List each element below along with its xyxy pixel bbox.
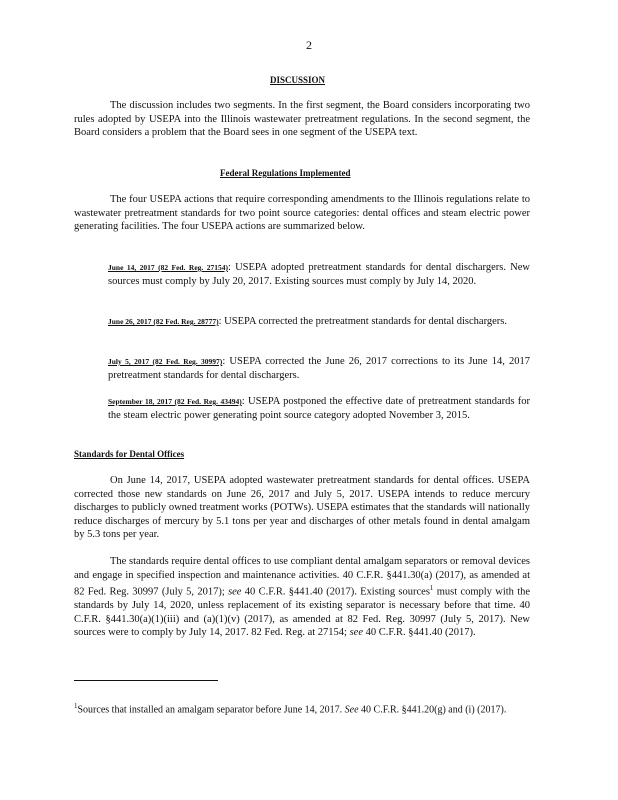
action-text: : USEPA corrected the June 26, 2017 corrections to its June 14, 2017 pretreatment standards for dental dischargers.: [108, 356, 530, 381]
paragraph-text: 40 C.F.R. §441.40 (2017).: [365, 627, 476, 638]
federal-regulations-heading: Federal Regulations Implemented: [220, 168, 351, 178]
page-number: 2: [306, 38, 312, 52]
footnote-divider: [74, 680, 218, 681]
see-signal: see: [228, 586, 242, 598]
paragraph-text: The standards require dental offices to use compliant dental amalgam separators or removal devices and engage in specified inspection and maintenance activities. 40 C.F.R. §441.30(a) (2017), as amended at 82 Fed. Reg. 30997 (July 5, 2017);: [74, 556, 530, 598]
footnote-text: 40 C.F.R. §441.20(g) and (i) (2017).: [361, 704, 507, 716]
action-citation: June 14, 2017 (82 Fed. Reg. 27154): [108, 263, 228, 272]
footnote: [74, 700, 530, 716]
paragraph-text: 40 C.F.R. §441.40 (2017). Existing sources: [244, 586, 430, 598]
dental-paragraph-1: On June 14, 2017, USEPA adopted wastewater pretreatment standards for dental offices. USEPA corrected those new standards on June 26, 2017 and July 5, 2017. USEPA intends to reduce mercury discharges to publicly owned treatment works (POTWs). USEPA estimates that the standards will nationally reduce discharges of mercury by 5.1 tons per year and discharges of other metals found in dental amalgam by 5.3 tons per year.: [74, 475, 530, 540]
action-citation: September 18, 2017 (82 Fed. Reg. 43494): [108, 397, 242, 406]
footnote-reference[interactable]: 1: [429, 584, 434, 592]
action-text: : USEPA adopted pretreatment standards for dental dischargers. New sources must comply by July 20, 2017. Existing sources must comply by July 14, 2020.: [108, 262, 530, 287]
dental-paragraph-2: [74, 555, 530, 640]
action-text: : USEPA corrected the pretreatment standards for dental dischargers.: [218, 316, 507, 327]
discussion-heading: DISCUSSION: [270, 75, 326, 85]
action-text: : USEPA postponed the effective date of pretreatment standards for the steam electric power generating point source category adopted November 3, 2015.: [108, 396, 530, 421]
federal-paragraph: The four USEPA actions that require corresponding amendments to the Illinois regulations relate to wastewater pretreatment standards for two point source categories: dental offices and steam electric power generating facilities. The four USEPA actions are summarized below.: [74, 194, 530, 232]
paragraph-text: must comply with the standards by July 14, 2020, unless replacement of its existing separator is necessary before that time. 40 C.F.R. §441.30(a)(1)(iii) and (a)(1)(v) (2017), as amended at 82 Fed. Reg. 30997 (July 5, 2017). New sources were to comply by July 14, 2017. 82 Fed. Reg. at 27154;: [74, 586, 531, 638]
action-item: [108, 315, 530, 329]
footnote-marker: 1: [74, 702, 78, 710]
action-item: [108, 355, 530, 382]
action-citation: July 5, 2017 (82 Fed. Reg. 30997): [108, 357, 223, 366]
action-item: [108, 395, 530, 422]
dental-offices-heading: Standards for Dental Offices: [74, 449, 185, 459]
see-signal: See: [344, 704, 359, 716]
action-item: [108, 261, 530, 288]
intro-paragraph: The discussion includes two segments. In the first segment, the Board considers incorporating two rules adopted by USEPA into the Illinois wastewater pretreatment regulations. In the second segment, the Board considers a problem that the Board sees in one segment of the USEPA text.: [74, 100, 530, 138]
action-citation: June 26, 2017 (82 Fed. Reg. 28777): [108, 317, 219, 326]
see-signal: see: [349, 627, 364, 638]
footnote-text: Sources that installed an amalgam separator before June 14, 2017.: [77, 704, 343, 716]
